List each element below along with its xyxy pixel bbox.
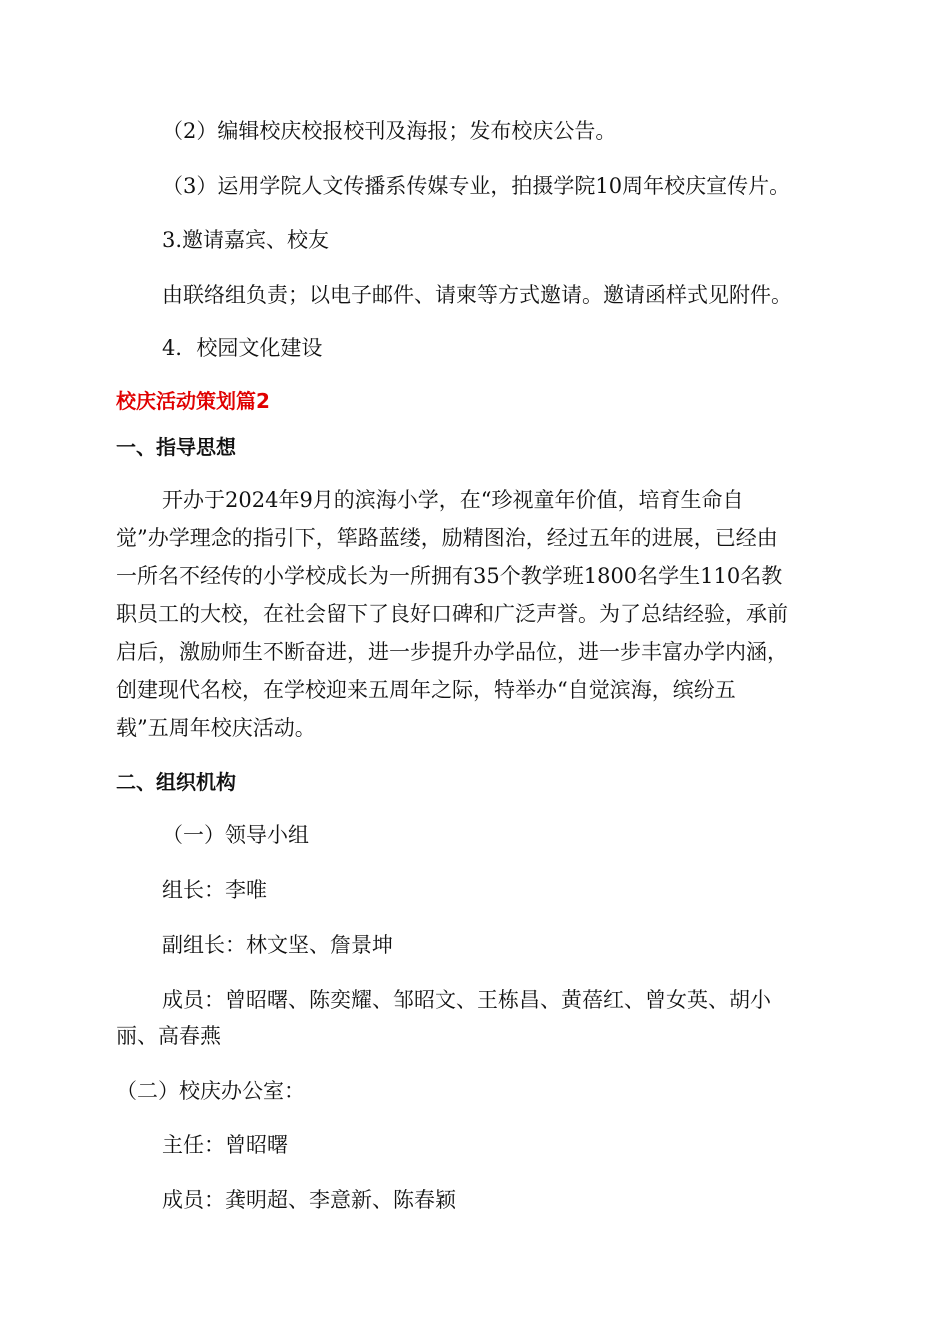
director-line: 主任：曾昭曙 [162, 1133, 288, 1157]
paragraph-line: 开办于2024年9月的滨海小学，在“珍视童年价值，培育生命自 [162, 488, 744, 512]
paragraph-invite: 由联络组负责；以电子邮件、请柬等方式邀请。邀请函样式见附件。 [162, 283, 792, 307]
paragraph-line: 创建现代名校，在学校迎来五周年之际，特举办“自觉滨海，缤纷五 [116, 678, 736, 702]
paragraph-line: 一所名不经传的小学校成长为一所拥有35个教学班1800名学生110名教 [116, 564, 783, 588]
heading-guiding-ideology: 一、指导思想 [116, 435, 236, 459]
list-item-3: （3）运用学院人文传播系传媒专业，拍摄学院10周年校庆宣传片。 [162, 174, 791, 198]
paragraph-line: 觉”办学理念的指引下，筚路蓝缕，励精图治，经过五年的进展，已经由 [116, 526, 778, 550]
office-members-line: 成员：龚明超、李意新、陈春颖 [162, 1188, 456, 1212]
leader-line: 组长：李唯 [162, 878, 267, 902]
paragraph-line: 载”五周年校庆活动。 [116, 716, 316, 740]
subheading-anniversary-office: （二）校庆办公室： [116, 1079, 305, 1103]
subheading-invite-guests: 3.邀请嘉宾、校友 [162, 228, 330, 252]
subheading-leadership-group: （一）领导小组 [162, 823, 309, 847]
paragraph-line: 职员工的大校，在社会留下了良好口碑和广泛声誉。为了总结经验，承前 [116, 602, 788, 626]
list-item-2: （2）编辑校庆校报校刊及海报；发布校庆公告。 [162, 119, 617, 143]
subheading-campus-culture: 4．校园文化建设 [162, 336, 323, 360]
paragraph-line: 启后，激励师生不断奋进，进一步提升办学品位，进一步丰富办学内涵， [116, 640, 788, 664]
heading-organization: 二、组织机构 [116, 770, 236, 794]
members-line-continued: 丽、高春燕 [116, 1024, 221, 1048]
section-title: 校庆活动策划篇2 [116, 389, 270, 413]
members-line: 成员：曾昭曙、陈奕耀、邹昭文、王栋昌、黄蓓红、曾女英、胡小 [162, 988, 771, 1012]
vice-leader-line: 副组长：林文坚、詹景坤 [162, 933, 393, 957]
